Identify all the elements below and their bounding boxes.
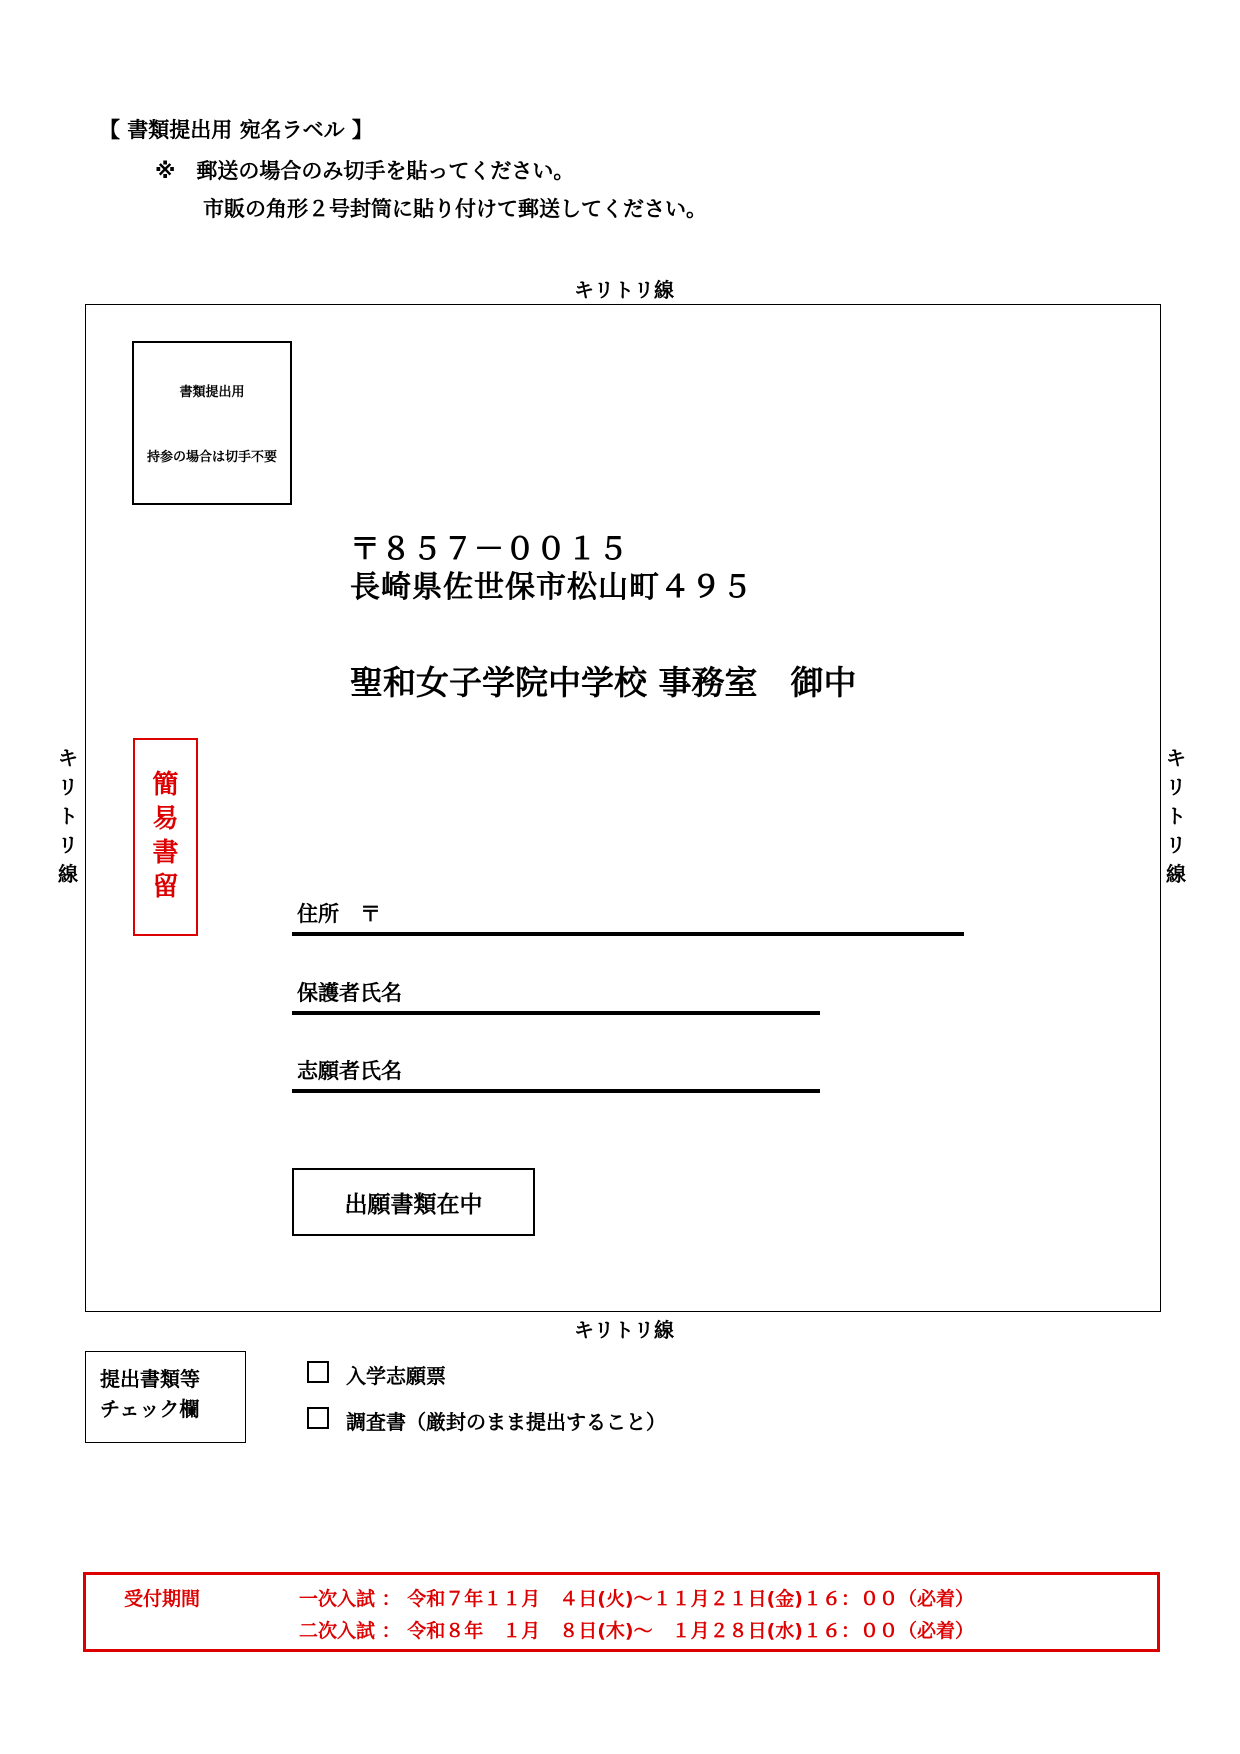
period-label: 受付期間 — [124, 1588, 201, 1610]
stamp-line-2: 持参の場合は切手不要 — [146, 450, 277, 465]
cut-line-left: キ リ ト リ 線 — [58, 746, 78, 886]
stamp-area — [132, 341, 292, 505]
cut-line-bottom: キリトリ線 — [574, 1318, 674, 1342]
checkbox-application-form[interactable] — [307, 1361, 329, 1383]
reception-period-box — [83, 1572, 1160, 1652]
checklist-title-line-2: チェック欄 — [100, 1397, 200, 1421]
sender-address-label: 住所 〒 — [297, 902, 381, 926]
recipient-postal-code: 〒８５７－００１５ — [350, 532, 629, 567]
guardian-name-line — [292, 1011, 820, 1015]
cut-line-top: キリトリ線 — [574, 278, 674, 302]
period-first-exam: 一次入試 ： 令和７年１１月 ４日(火)～１１月２１日(金)１６：００（必着） — [299, 1588, 974, 1610]
postage-note: ※ 郵送の場合のみ切手を貼ってください。 — [155, 159, 575, 183]
applicant-name-line — [292, 1089, 820, 1093]
recipient-address: 長崎県佐世保市松山町４９５ — [350, 570, 753, 605]
guardian-name-label: 保護者氏名 — [297, 981, 402, 1005]
page-title: 【 書類提出用 宛名ラベル 】 — [99, 118, 373, 142]
sender-address-line — [292, 932, 964, 936]
applicant-name-label: 志願者氏名 — [297, 1059, 402, 1083]
registered-mail-badge: 簡 易 書 留 — [133, 738, 198, 936]
recipient-name: 聖和女子学院中学校 事務室 御中 — [350, 663, 857, 702]
envelope-note: 市販の角形２号封筒に貼り付けて郵送してください。 — [203, 197, 707, 221]
cut-line-right: キ リ ト リ 線 — [1166, 746, 1186, 886]
checklist-item-application-form: 入学志願票 — [346, 1364, 446, 1388]
checkbox-report[interactable] — [307, 1407, 329, 1429]
stamp-line-1: 書類提出用 — [179, 385, 245, 400]
enclosure-box: 出願書類在中 — [292, 1168, 535, 1236]
checklist-title-box — [85, 1351, 246, 1443]
period-second-exam: 二次入試 ： 令和８年 １月 ８日(木)～ １月２８日(水)１６：００（必着） — [299, 1620, 974, 1642]
checklist-title-line-1: 提出書類等 — [100, 1367, 200, 1391]
checklist-item-report: 調査書（厳封のまま提出すること） — [346, 1410, 666, 1434]
